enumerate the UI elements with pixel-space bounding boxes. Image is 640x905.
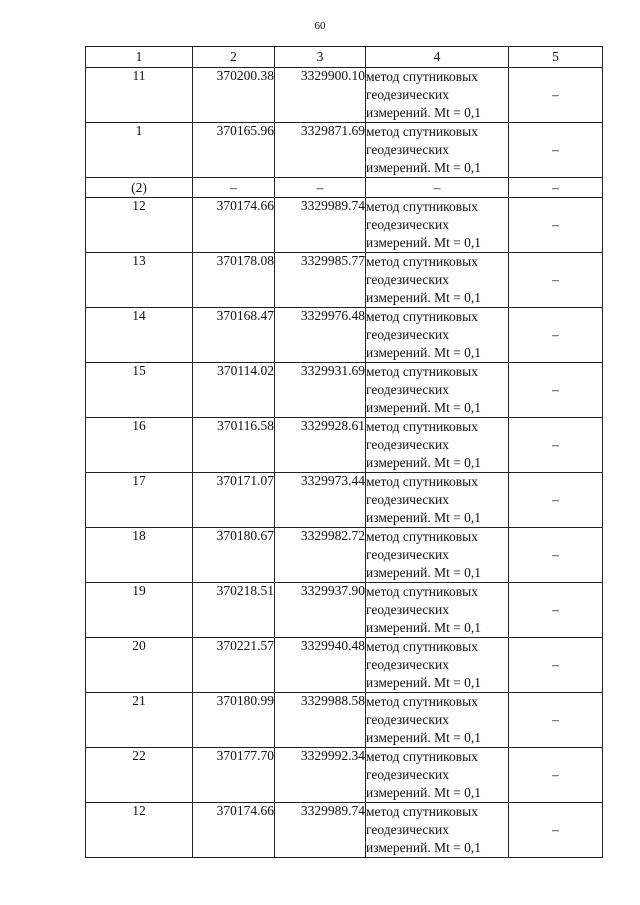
method-cell — [366, 253, 509, 308]
column-5-cell: – — [509, 693, 603, 748]
method-line: геодезических — [366, 492, 449, 507]
x-coordinate-cell: 370168.47 — [193, 308, 275, 363]
method-cell — [366, 198, 509, 253]
method-cell — [366, 693, 509, 748]
column-5-cell: – — [509, 123, 603, 178]
method-line: геодезических — [366, 142, 449, 157]
method-cell — [366, 638, 509, 693]
method-line: метод спутниковых — [366, 124, 478, 139]
method-line: метод спутниковых — [366, 804, 478, 819]
method-line: измерений. Mt = 0,1 — [366, 510, 482, 525]
separator-cell-n: (2) — [86, 178, 193, 198]
method-cell — [366, 528, 509, 583]
method-line: геодезических — [366, 272, 449, 287]
table-row — [86, 748, 603, 803]
column-5-cell: – — [509, 68, 603, 123]
x-coordinate-cell: 370200.38 — [193, 68, 275, 123]
method-line: геодезических — [366, 657, 449, 672]
contour-separator-row — [86, 178, 603, 198]
method-line: метод спутниковых — [366, 419, 478, 434]
x-coordinate-cell: 370177.70 — [193, 748, 275, 803]
coordinates-table — [85, 46, 603, 858]
separator-cell-y: – — [275, 178, 366, 198]
table-row — [86, 308, 603, 363]
x-coordinate-cell: 370114.02 — [193, 363, 275, 418]
point-number-cell: 1 — [86, 123, 193, 178]
column-5-cell: – — [509, 748, 603, 803]
method-line: метод спутниковых — [366, 529, 478, 544]
column-5-cell: – — [509, 528, 603, 583]
method-cell — [366, 123, 509, 178]
x-coordinate-cell: 370178.08 — [193, 253, 275, 308]
y-coordinate-cell: 3329985.77 — [275, 253, 366, 308]
column-5-cell: – — [509, 363, 603, 418]
table-row — [86, 693, 603, 748]
point-number-cell: 15 — [86, 363, 193, 418]
x-coordinate-cell: 370116.58 — [193, 418, 275, 473]
table-row — [86, 583, 603, 638]
method-cell — [366, 68, 509, 123]
method-line: измерений. Mt = 0,1 — [366, 290, 482, 305]
table-row — [86, 418, 603, 473]
method-line: геодезических — [366, 822, 449, 837]
column-5-cell: – — [509, 253, 603, 308]
x-coordinate-cell: 370180.67 — [193, 528, 275, 583]
separator-cell-method: – — [366, 178, 509, 198]
y-coordinate-cell: 3329900.10 — [275, 68, 366, 123]
table-row — [86, 363, 603, 418]
method-line: геодезических — [366, 712, 449, 727]
method-line: метод спутниковых — [366, 69, 478, 84]
method-line: геодезических — [366, 382, 449, 397]
y-coordinate-cell: 3329871.69 — [275, 123, 366, 178]
method-line: измерений. Mt = 0,1 — [366, 345, 482, 360]
column-5-cell: – — [509, 308, 603, 363]
separator-cell-col5: – — [509, 178, 603, 198]
page-number: 60 — [314, 20, 326, 32]
y-coordinate-cell: 3329982.72 — [275, 528, 366, 583]
point-number-cell: 22 — [86, 748, 193, 803]
x-coordinate-cell: 370180.99 — [193, 693, 275, 748]
method-line: геодезических — [366, 327, 449, 342]
y-coordinate-cell: 3329940.48 — [275, 638, 366, 693]
point-number-cell: 14 — [86, 308, 193, 363]
table-row — [86, 638, 603, 693]
method-line: измерений. Mt = 0,1 — [366, 620, 482, 635]
point-number-cell: 19 — [86, 583, 193, 638]
column-5-cell: – — [509, 473, 603, 528]
column-5-cell: – — [509, 638, 603, 693]
point-number-cell: 13 — [86, 253, 193, 308]
y-coordinate-cell: 3329989.74 — [275, 803, 366, 858]
y-coordinate-cell: 3329937.90 — [275, 583, 366, 638]
column-header-2: 2 — [193, 47, 275, 68]
table-body — [86, 68, 603, 858]
method-cell — [366, 803, 509, 858]
y-coordinate-cell: 3329973.44 — [275, 473, 366, 528]
point-number-cell: 11 — [86, 68, 193, 123]
x-coordinate-cell: 370174.66 — [193, 803, 275, 858]
method-line: метод спутниковых — [366, 694, 478, 709]
table-row — [86, 803, 603, 858]
table-header-row — [86, 47, 603, 68]
point-number-cell: 16 — [86, 418, 193, 473]
table-row — [86, 473, 603, 528]
x-coordinate-cell: 370218.51 — [193, 583, 275, 638]
method-line: измерений. Mt = 0,1 — [366, 785, 482, 800]
method-cell — [366, 583, 509, 638]
y-coordinate-cell: 3329992.34 — [275, 748, 366, 803]
method-line: геодезических — [366, 547, 449, 562]
method-line: метод спутниковых — [366, 749, 478, 764]
method-line: метод спутниковых — [366, 309, 478, 324]
method-line: метод спутниковых — [366, 474, 478, 489]
method-cell — [366, 473, 509, 528]
y-coordinate-cell: 3329976.48 — [275, 308, 366, 363]
column-header-5: 5 — [509, 47, 603, 68]
point-number-cell: 18 — [86, 528, 193, 583]
method-line: измерений. Mt = 0,1 — [366, 730, 482, 745]
x-coordinate-cell: 370165.96 — [193, 123, 275, 178]
method-line: измерений. Mt = 0,1 — [366, 840, 482, 855]
point-number-cell: 21 — [86, 693, 193, 748]
column-header-4: 4 — [366, 47, 509, 68]
x-coordinate-cell: 370171.07 — [193, 473, 275, 528]
method-line: метод спутниковых — [366, 199, 478, 214]
method-cell — [366, 748, 509, 803]
x-coordinate-cell: 370174.66 — [193, 198, 275, 253]
method-line: геодезических — [366, 217, 449, 232]
table-row — [86, 528, 603, 583]
method-cell — [366, 418, 509, 473]
method-line: измерений. Mt = 0,1 — [366, 160, 482, 175]
method-line: геодезических — [366, 767, 449, 782]
method-line: измерений. Mt = 0,1 — [366, 455, 482, 470]
table-row — [86, 68, 603, 123]
column-header-1: 1 — [86, 47, 193, 68]
method-line: метод спутниковых — [366, 364, 478, 379]
method-line: метод спутниковых — [366, 584, 478, 599]
column-5-cell: – — [509, 803, 603, 858]
method-line: геодезических — [366, 437, 449, 452]
method-line: измерений. Mt = 0,1 — [366, 400, 482, 415]
method-line: метод спутниковых — [366, 639, 478, 654]
table-row — [86, 198, 603, 253]
method-line: измерений. Mt = 0,1 — [366, 565, 482, 580]
method-line: геодезических — [366, 602, 449, 617]
method-line: метод спутниковых — [366, 254, 478, 269]
y-coordinate-cell: 3329989.74 — [275, 198, 366, 253]
table-row — [86, 123, 603, 178]
method-line: измерений. Mt = 0,1 — [366, 235, 482, 250]
method-line: измерений. Mt = 0,1 — [366, 675, 482, 690]
point-number-cell: 12 — [86, 803, 193, 858]
column-header-3: 3 — [275, 47, 366, 68]
method-cell — [366, 308, 509, 363]
y-coordinate-cell: 3329988.58 — [275, 693, 366, 748]
x-coordinate-cell: 370221.57 — [193, 638, 275, 693]
method-cell — [366, 363, 509, 418]
column-5-cell: – — [509, 418, 603, 473]
method-line: геодезических — [366, 87, 449, 102]
point-number-cell: 20 — [86, 638, 193, 693]
y-coordinate-cell: 3329931.69 — [275, 363, 366, 418]
method-line: измерений. Mt = 0,1 — [366, 105, 482, 120]
y-coordinate-cell: 3329928.61 — [275, 418, 366, 473]
column-5-cell: – — [509, 583, 603, 638]
point-number-cell: 12 — [86, 198, 193, 253]
table-row — [86, 253, 603, 308]
point-number-cell: 17 — [86, 473, 193, 528]
separator-cell-x: – — [193, 178, 275, 198]
column-5-cell: – — [509, 198, 603, 253]
